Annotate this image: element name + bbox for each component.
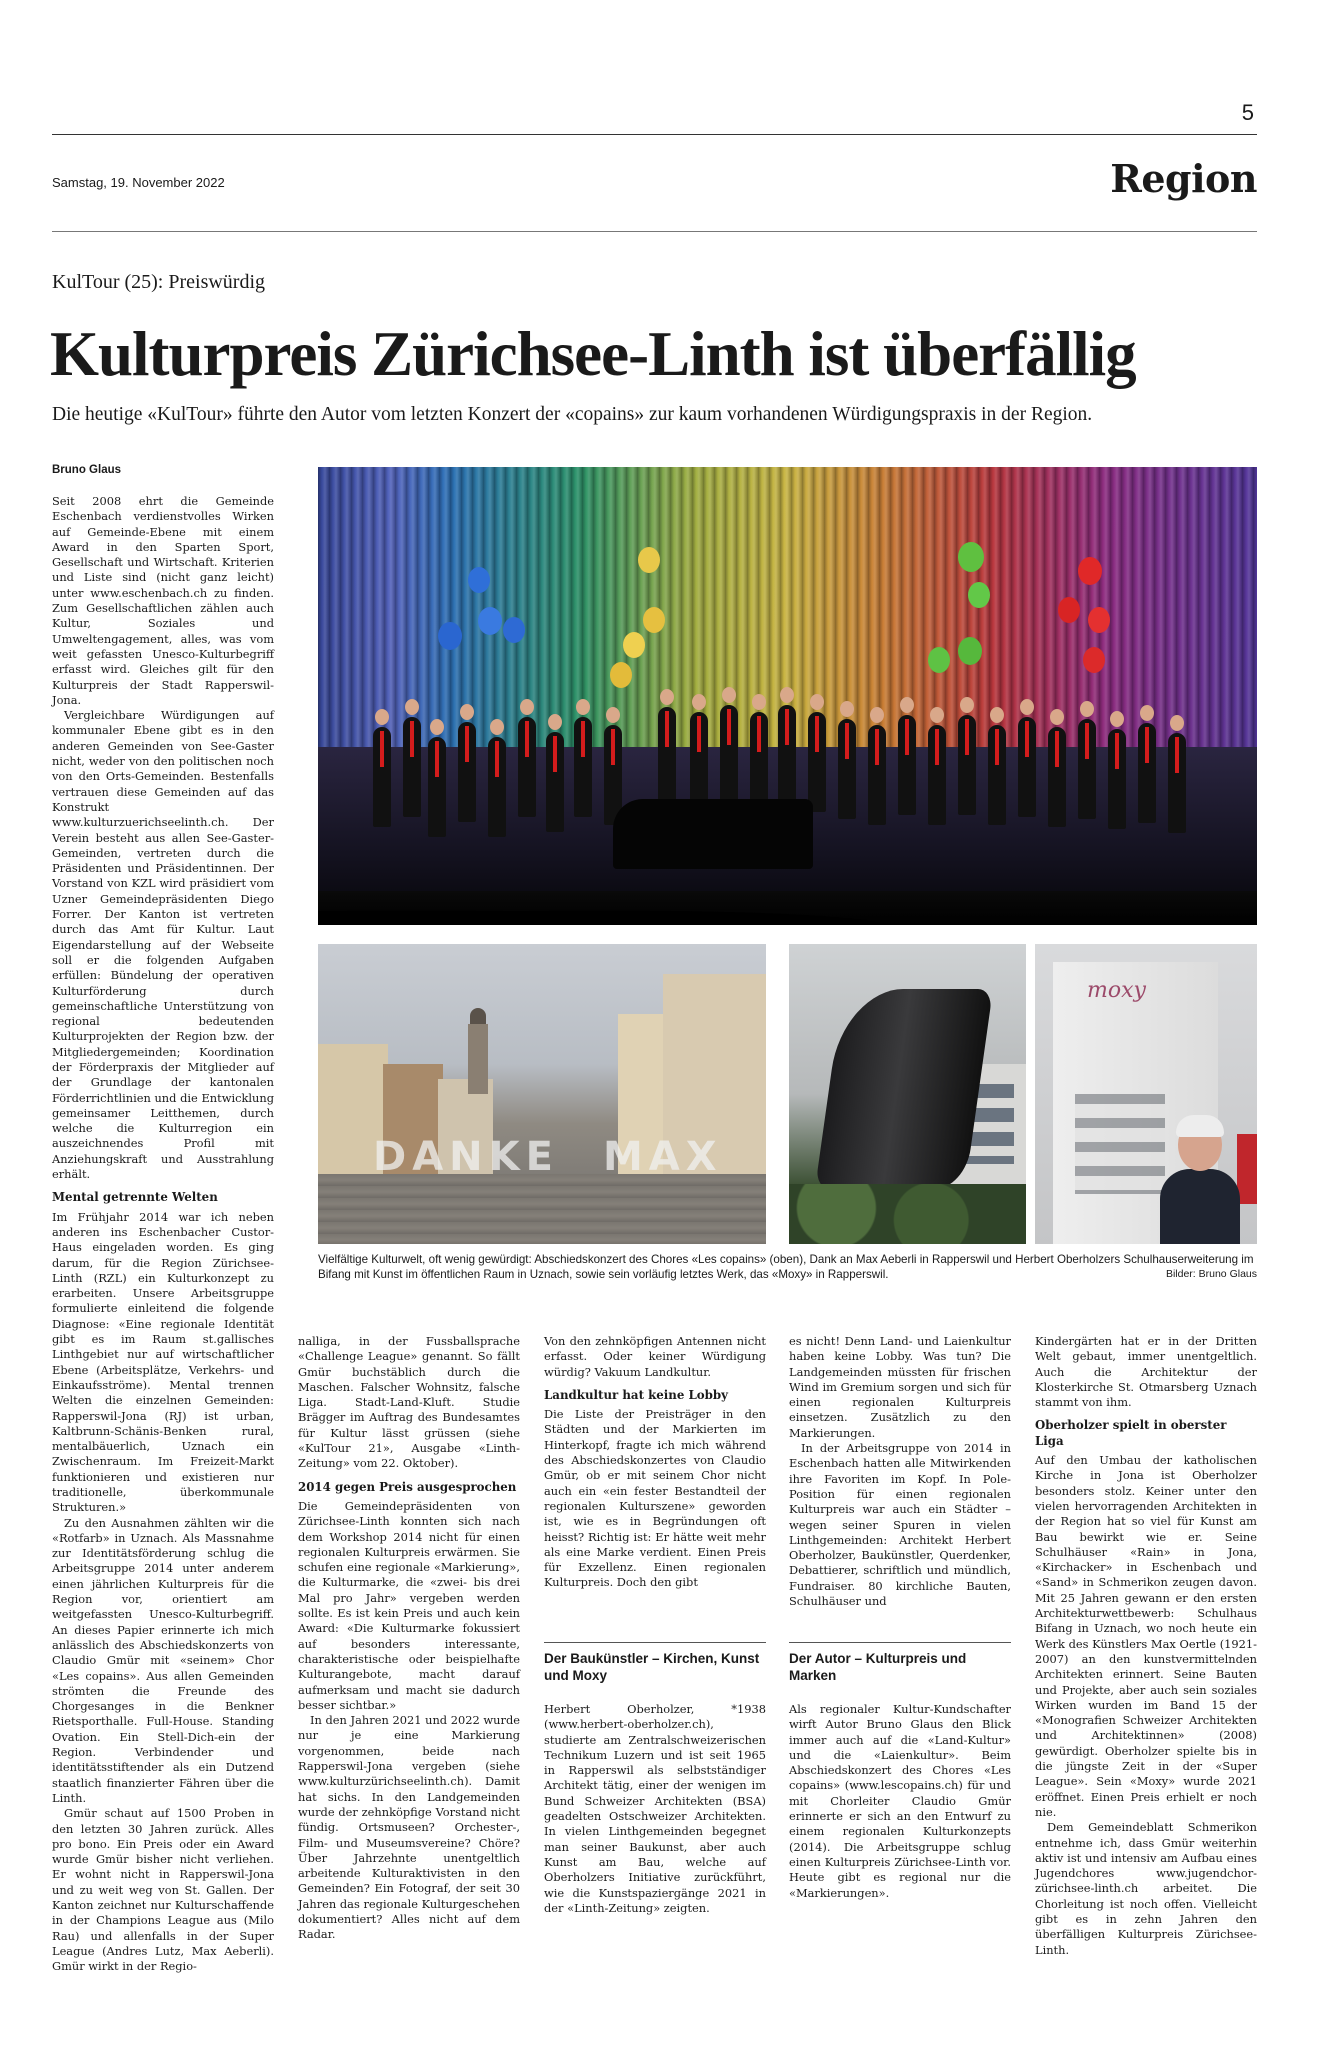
sculpture-photo xyxy=(789,944,1026,1244)
paragraph: nalliga, in der Fussballsprache «Challenge League» genannt. So fällt Gmür buchstäblich durch die Maschen. Falscher Wohnsitz, falsche Liga. Stadt-Land-Kluft. Studie Brägger im Auftrag des Bundesamtes für Kultur lässt grüssen (siehe «KulTour 21», Ausgabe «Linth-Zeitung» vom 22. Oktober). xyxy=(298,1334,520,1471)
audience-silhouette xyxy=(318,891,1257,925)
choir-singer xyxy=(1108,729,1126,829)
moxy-photo xyxy=(1035,944,1257,1244)
balloon xyxy=(623,632,645,658)
box-rule xyxy=(789,1642,1011,1643)
danke-letters: DANKE xyxy=(373,1134,559,1180)
box-body-autor: Als regionaler Kultur-Kundschafter wirft Autor Bruno Glaus den Blick immer auch auf die «Land-Kultur» und die «Laienkultur». Beim Abschiedskonzert des Chores «Les copains» (www.lescopains.ch) für und mit Chorleiter Claudio Gmür erinnerte er sich an den Entwurf zu einem regionalen Kulturkonzepts (2014). Die Arbeitsgruppe schlug einen Kulturpreis Zürichsee-Linth vor. Heute gibt es regional nur die «Markierungen». xyxy=(789,1702,1011,1900)
balloon xyxy=(1083,647,1105,673)
shrubs xyxy=(789,1184,1026,1244)
article-headline: Kulturpreis Zürichsee-Linth ist überfällig xyxy=(50,319,1136,389)
article-column-5 xyxy=(1035,1334,1257,1957)
page-number: 5 xyxy=(1241,100,1254,125)
choir-singer xyxy=(928,725,946,825)
concert-photo xyxy=(318,467,1257,925)
choir-singer xyxy=(808,712,826,812)
choir-singer xyxy=(1018,717,1036,817)
photo-caption: Vielfältige Kulturwelt, oft wenig gewürdigt: Abschiedskonzert des Chores «Les copains» (oben), Dank an Max Aeberli in Rapperswil und Herbert Oberholzers Schulhauserweiterung im Bifang mit Kunst im öffentlichen Raum in Uznach, sowie sein vorläufig letztes Werk, das «Moxy» in Rapperswil. xyxy=(318,1253,1254,1281)
balloon xyxy=(478,607,502,635)
balloon xyxy=(958,542,984,572)
balloon xyxy=(468,567,490,593)
paragraph: Die Liste der Preisträger in den Städten und der Markierten im Hinterkopf, fragte ich mich während des Abschiedskonzertes von Claudio Gmür, ob er mit seinem Chor nicht auch ein «ein fester Bestandteil der regionalen Kulturszene» geworden ist, wie es in Begründungen oft heisst? Richtig ist: Er hätte weit mehr als eine Marke verdient. Einen Preis für Exzellenz. Einen regionalen Kulturpreis. Doch den gibt xyxy=(544,1407,766,1590)
section-title: Region xyxy=(1110,156,1257,201)
paragraph: Im Frühjahr 2014 war ich neben anderen ins Eschenbacher Custor-Haus eingeladen worden. Es ging darum, für die Region Zürichsee-Linth (RZL) ein Kulturkonzept zu erarbeiten. Unsere Arbeitsgruppe formulierte einleitend die folgende Diagnose: «Eine regionale Identität gibt es im Raum st.gallisches Linthgebiet nur auf wirtschaftlicher Ebene (Arbeitsplätze, Verkehrs- und Einkaufsströme). Mental trennen Welten die einzelnen Gemeinden: Rapperswil-Jona (RJ) ist urban, Kaltbrunn-Schänis-Benken rural, mentalbäuerlich, Uznach ein Zwischenraum. Im Freizeit-Markt funktionieren und existieren nur traditionelle, überkommunale Strukturen.» xyxy=(52,1209,274,1515)
subheading: Mental getrennte Welten xyxy=(52,1190,218,1205)
castle-tower xyxy=(468,1024,488,1094)
paragraph: Vergleichbare Würdigungen auf kommunaler Ebene gibt es in den anderen Gemeinden von See-Gaster nicht, weder von den politischen noch von den Orts-Gemeinden. Bestenfalls vertrauen diese Gemeinden auf das Konstrukt www.kulturzuerichseelinth.ch. Der Verein besteht aus allen See-Gaster-Gemeinden, vertreten durch die Präsidenten und Präsidentinnen. Der Vorstand von KZL wird präsidiert vom Uzner Gemeindepräsidenten Diego Forrer. Der Kanton ist vertreten durch das Amt für Kultur. Laut Eigendarstellung auf der Webseite soll er die folgenden Aufgaben erfüllen: Bündelung der operativen Kulturförderung durch gemeinschaftliche Unterstützung von regional bedeutenden Kulturprojekten der Region bzw. der Mitgliedergemeinden; Koordination der Förderpraxis der Mitglieder auf der Grundlage der kantonalen Förderrichtlinien und die Entwicklung gemeinsamer Leitthemen, durch welche die Kulturregion ein auszeichnendes Profil mit Anziehungskraft und Ausstrahlung erhält. xyxy=(52,708,274,1182)
choir-singer xyxy=(1048,727,1066,827)
choir-singer xyxy=(518,717,536,817)
article-kicker: KulTour (25): Preiswürdig xyxy=(52,271,266,293)
balloon xyxy=(438,622,462,650)
article-column-4 xyxy=(789,1334,1011,1634)
article-column-1 xyxy=(52,494,274,1974)
window-reflection xyxy=(1075,1094,1165,1194)
subheading: 2014 gegen Preis ausgesprochen xyxy=(298,1479,517,1494)
balloon xyxy=(958,637,982,665)
balloon xyxy=(968,582,990,608)
paragraph: Die Gemeindepräsidenten von Zürichsee-Linth konnten sich nach dem Workshop 2014 nicht für einen regionalen Kulturpreis erwärmen. Sie schufen eine regionale «Markierung», die Kulturmarke, die «zwei- bis drei Mal pro Jahr» vergeben werden sollte. Es ist kein Preis und auch kein Award: «Die Kulturmarke fokussiert auf besonders interessante, charakteristische oder beispielhafte Kulturangebote, macht darauf aufmerksam und macht sie dadurch besser sichtbar.» xyxy=(298,1498,520,1712)
header-rule xyxy=(52,134,1257,135)
article-lead: Die heutige «KulTour» führte den Autor vom letzten Konzert der «copains» zur kaum vorhandenen Würdigungspraxis in der Region. xyxy=(52,404,1093,425)
paragraph: Kindergärten hat er in der Dritten Welt gebaut, immer unentgeltlich. Auch die Architektur der Klosterkirche St. Otmarsberg Uznach stammt von ihm. xyxy=(1035,1334,1257,1410)
cobblestone-square xyxy=(318,1174,766,1244)
paragraph: In den Jahren 2021 und 2022 wurde nur je eine Markierung vorgenommen, beide nach Rapperswil-Jona vergeben (siehe www.kulturzürichseelinth.ch). Damit hat sichs. In den Landgemeinden wurde der zehnköpfige Vorstand nicht fündig. Ortsmuseen? Orchester-, Film- und Museumsvereine? Chöre? Über Jahrzehnte unentgeltlich arbeitende Kulturaktivisten in den Gemeinden? Ein Fotograf, der seit 30 Jahren das regionale Kulturgeschehen dokumentiert? Alles nicht auf dem Radar. xyxy=(298,1713,520,1942)
paragraph: Zu den Ausnahmen zählten wir die «Rotfarb» in Uznach. Als Massnahme zur Identitätsförderung schlug die Arbeitsgruppe 2014 unter anderem einen jährlichen Kulturpreis für die Region vor, orientiert am weitgefassten Unesco-Kulturbegriff. An dieses Papier erinnerte ich mich anlässlich des Abschiedskonzerts von Claudio Gmür mit «seinem» Chor «Les copains». Aus allen Gemeinden strömten die Freunde des Chorgesanges in die Benkner Rietsporthalle. Full-House. Standing Ovation. Ein Stell-Dich-ein der Region. Verbindender und identitätsstiftender als ein Dutzend staatlich finanzierter Fähren über die Linth. xyxy=(52,1515,274,1805)
street-sign xyxy=(1237,1134,1257,1204)
choir-singer xyxy=(373,727,391,827)
coat xyxy=(1160,1169,1240,1244)
choir-singer xyxy=(868,725,886,825)
photo-credit: Bilder: Bruno Glaus xyxy=(1165,1268,1257,1280)
balloon xyxy=(1078,557,1102,585)
choir-singer xyxy=(488,737,506,837)
choir-singer xyxy=(958,715,976,815)
choir-singer xyxy=(428,737,446,837)
box-body-baukuenstler: Herbert Oberholzer, *1938 (www.herbert-oberholzer.ch), studierte am Zentralschweizerischen Technikum Luzern und ist seit 1965 in Rapperswil als selbstständiger Architekt tätig, einer der wenigen im Bund Schweizer Architekten (BSA) geadelten Ostschweizer Architekten. In vielen Linthgemeinden begegnet man seiner Baukunst, aber auch Kunst am Bau, welche auf Oberholzers Initiative zurückführt, wie die Kunstspaziergänge 2021 in der «Linth-Zeitung» zeigten. xyxy=(544,1702,766,1915)
balloon xyxy=(638,547,660,573)
article-column-3 xyxy=(544,1334,766,1634)
choir-singer xyxy=(720,705,738,805)
paragraph: Gmür schaut auf 1500 Proben in den letzten 30 Jahren zurück. Alles pro bono. Ein Preis oder ein Award wurde Gmür bisher nicht verliehen. Er wohnt nicht in Rapperswil-Jona und zu weit weg von St. Gallen. Der Kanton zeichnet nur Kulturschaffende in der Champions League aus (Milo Rau) und allenfalls in der Super League (Andres Lutz, Max Aeberli). Gmür wirkt in der Regio- xyxy=(52,1806,274,1974)
box-title-baukuenstler: Der Baukünstler – Kirchen, Kunst und Moxy xyxy=(544,1651,760,1683)
choir-singer xyxy=(988,725,1006,825)
choir-singer xyxy=(403,717,421,817)
hair xyxy=(1176,1115,1224,1137)
subheading: Landkultur hat keine Lobby xyxy=(544,1387,728,1402)
article-column-2 xyxy=(298,1334,520,1942)
paragraph: Von den zehnköpfigen Antennen nicht erfasst. Oder keiner Würdigung würdig? Vakuum Landkultur. xyxy=(544,1334,766,1379)
paragraph: Dem Gemeindeblatt Schmerikon entnehme ich, dass Gmür weiterhin aktiv ist und intensiv am Aufbau eines Jugendchores www.jugendchor-zürichsee-linth.ch arbeitet. Die Chorleitung ist noch offen. Vielleicht gibt es in zehn Jahren den überfälligen Kulturpreis Zürichsee-Linth. xyxy=(1035,1820,1257,1957)
balloon xyxy=(928,647,950,673)
portrait-person xyxy=(1160,1119,1240,1244)
paragraph: Auf den Umbau der katholischen Kirche in Jona ist Oberholzer besonders stolz. Keiner unter den vielen hervorragenden Architekten in der Region hat so viel für Kunst am Bau bewirkt wie er. Seine Schulhäuser «Rain» in Jona, «Kirchacker» in Eschenbach und «Sand» in Schmerikon zeugen davon. Mit 25 Jahren gewann er den ersten Architekturwettbewerb: Schulhaus Bifang in Uznach, wo noch heute ein Werk des Künstlers Max Oertle (1921-2007) an den kunstvermittelnden Architekten erinnert. Seine Bauten und Projekte, aber auch sein soziales Wirken wurden im Band 15 der «Monografien Schweizer Architekten und Architektinnen» (2008) gewürdigt. Oberholzer spielte bis in die jüngste Zeit in der «Super League». Sein «Moxy» wurde 2021 eröffnet. Einen Preis erhielt er noch nie. xyxy=(1035,1453,1257,1819)
choir-singer xyxy=(838,719,856,819)
choir-singer xyxy=(1138,723,1156,823)
choir-singer xyxy=(778,705,796,805)
paragraph: In der Arbeitsgruppe von 2014 in Eschenbach hatten alle Mitwirkenden ihre Favoriten im Kopf. In Pole-Position für einen regionalen Kulturpreis war auch ein Städter – wegen seiner Spuren in vielen Linthgemeinden: Architekt Herbert Oberholzer, Baukünstler, Querdenker, Debattierer, schriftlich und mündlich, Fundraiser. 80 kirchliche Bauten, Schulhäuser und xyxy=(789,1441,1011,1609)
max-letters: MAX xyxy=(603,1134,723,1180)
subheading: Oberholzer spielt in oberster Liga xyxy=(1035,1418,1227,1448)
choir-singer xyxy=(658,707,676,807)
choir-singer xyxy=(690,712,708,812)
choir-singer xyxy=(750,712,768,812)
balloon xyxy=(1088,607,1110,633)
moxy-sign: moxy xyxy=(1087,978,1146,1003)
header-divider xyxy=(52,231,1257,232)
balloon xyxy=(643,607,665,633)
choir-singer xyxy=(458,722,476,822)
box-title-autor: Der Autor – Kulturpreis und Marken xyxy=(789,1651,967,1683)
paragraph: es nicht! Denn Land- und Laienkultur haben keine Lobby. Was tun? Die Landgemeinden müssten für frischen Wind im Gremium sorgen und sich für einen regionalen Kulturpreis einsetzen. Zusätzlich zu den Markierungen. xyxy=(789,1334,1011,1440)
danke-max-photo xyxy=(318,944,766,1244)
choir-singer xyxy=(898,715,916,815)
issue-date: Samstag, 19. November 2022 xyxy=(52,175,225,190)
balloon xyxy=(1058,597,1080,623)
balloon xyxy=(503,617,525,643)
balloon xyxy=(610,662,632,688)
box-rule xyxy=(544,1642,766,1643)
sculpture xyxy=(815,989,993,1189)
byline: Bruno Glaus xyxy=(52,464,122,476)
grand-piano xyxy=(613,799,813,869)
choir-singer xyxy=(546,732,564,832)
choir-singer xyxy=(1168,733,1186,833)
paragraph: Seit 2008 ehrt die Gemeinde Eschenbach verdienstvolles Wirken auf Gemeinde-Ebene mit einem Award in den Sparten Sport, Gesellschaft und Wirtschaft. Kriterien und Liste sind (nicht ganz leicht) unter www.eschenbach.ch zu finden. Zum Gesellschaftlichen zählen auch Kultur, Soziales und Umweltengagement, alles, was vom weit gefassten Unesco-Kulturbegriff erfasst wird. Gleiches gilt für den Kulturpreis der Stadt Rapperswil-Jona. xyxy=(52,494,274,707)
choir-singer xyxy=(574,717,592,817)
choir-singer xyxy=(1078,719,1096,819)
